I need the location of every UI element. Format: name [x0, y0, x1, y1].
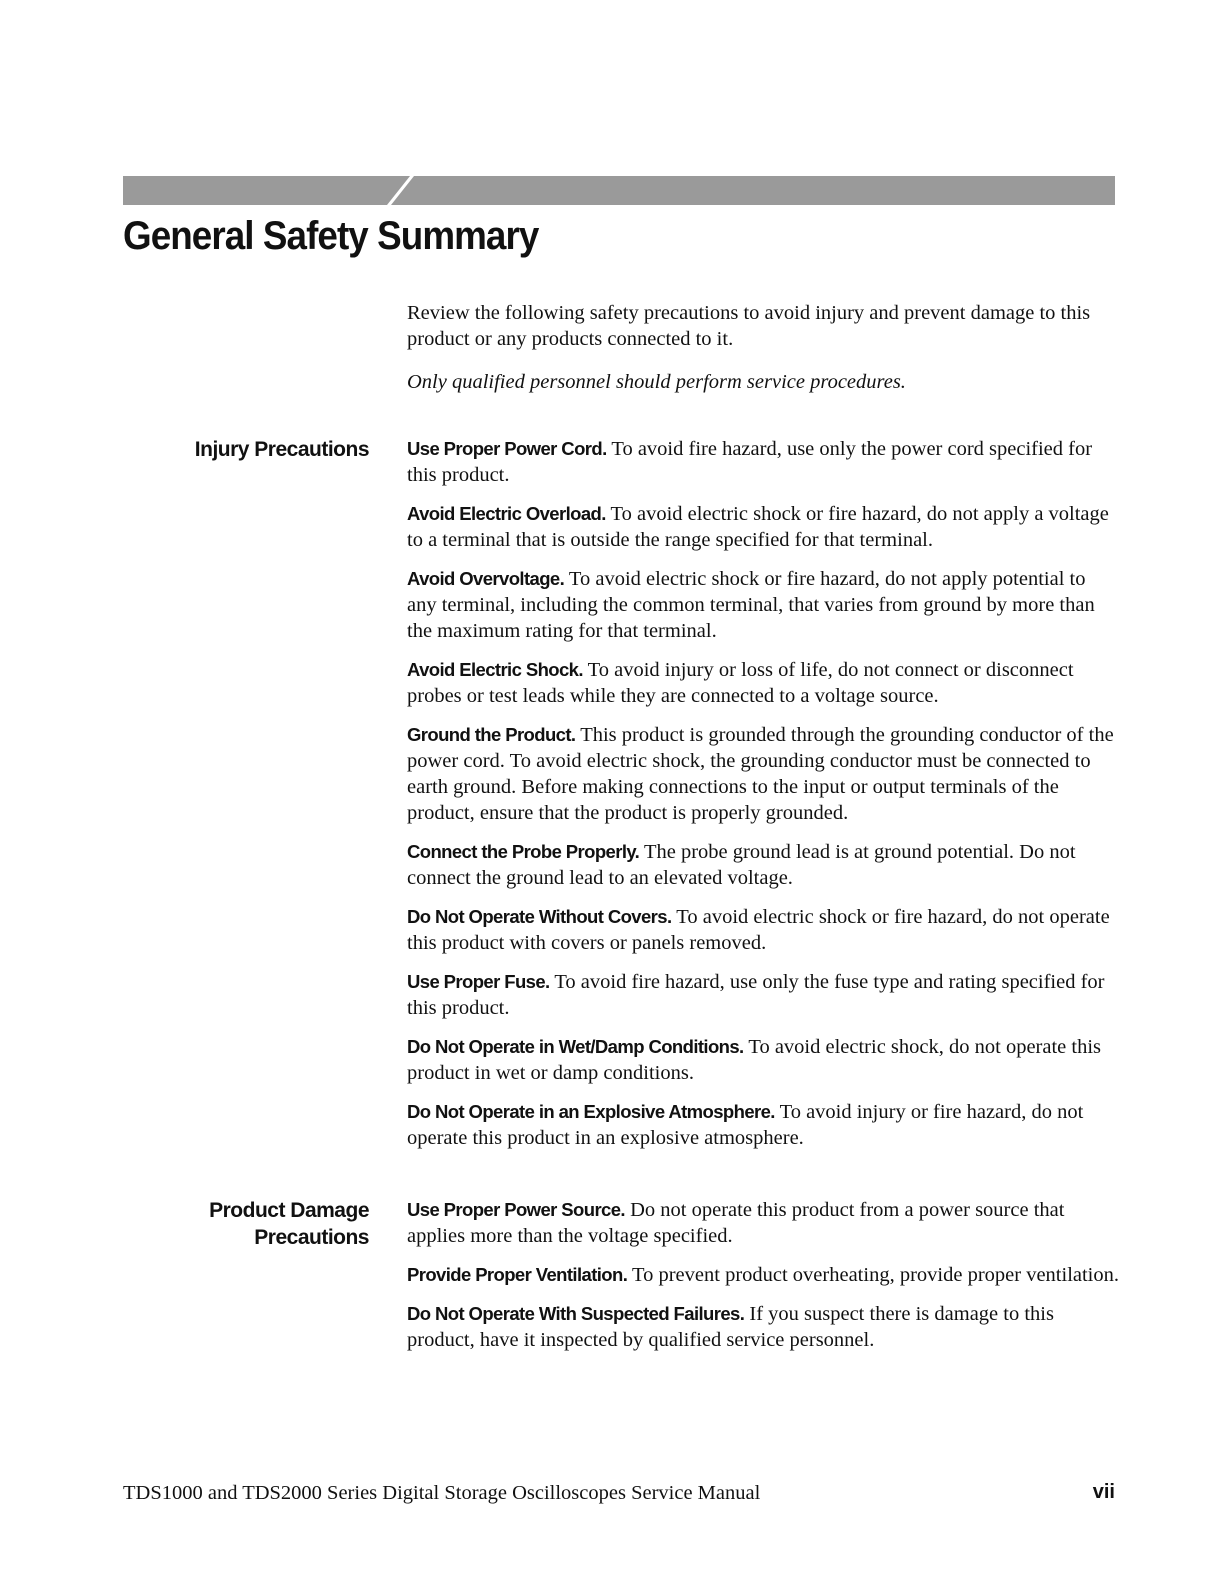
intro-note: Only qualified personnel should perform service procedures. [407, 371, 906, 393]
item-text: To avoid injury or fire hazard, do not operate this product in an explosive atmosphere. [407, 1101, 1084, 1149]
list-item [407, 1301, 1119, 1353]
heading-line: Precautions [254, 1226, 369, 1249]
list-item [407, 436, 1119, 488]
list-item [407, 501, 1119, 553]
item-text: Do not operate this product from a power source that applies more than the voltage specified. [407, 1199, 1065, 1247]
page-title: General Safety Summary [123, 214, 539, 258]
item-text: To avoid fire hazard, use only the fuse type and rating specified for this product. [407, 971, 1105, 1019]
list-item [407, 1262, 1119, 1288]
list-item [407, 566, 1119, 644]
item-text: To avoid electric shock or fire hazard, do not apply a voltage to a terminal that is outside the range specified for that terminal. [407, 503, 1109, 551]
item-text: This product is grounded through the grounding conductor of the power cord. To avoid electric shock, the grounding conductor must be connected to earth ground. Before making connections to the input or output terminals of the product, ensure that the product is properly grounded. [407, 724, 1114, 824]
header-bar-fill [123, 176, 1115, 205]
item-title: Do Not Operate Without Covers. [407, 906, 672, 927]
item-text: To prevent product overheating, provide proper ventilation. [627, 1264, 1119, 1286]
item-title: Do Not Operate in an Explosive Atmosphere. [407, 1101, 775, 1122]
list-item [407, 1034, 1119, 1086]
item-title: Do Not Operate in Wet/Damp Conditions. [407, 1036, 744, 1057]
heading-line: Product Damage [209, 1199, 369, 1222]
item-text: If you suspect there is damage to this product, have it inspected by qualified service personnel. [407, 1303, 1054, 1351]
product-damage-precautions-heading [123, 1197, 369, 1251]
item-title: Do Not Operate With Suspected Failures. [407, 1303, 745, 1324]
intro-section [407, 300, 1119, 412]
item-title: Use Proper Power Source. [407, 1199, 625, 1220]
list-item [407, 1197, 1119, 1249]
list-item [407, 722, 1119, 826]
item-title: Avoid Electric Shock. [407, 659, 583, 680]
item-text: To avoid electric shock or fire hazard, do not apply potential to any terminal, including the common terminal, that varies from ground by more than the maximum rating for that terminal. [407, 568, 1095, 642]
item-title: Use Proper Power Cord. [407, 438, 607, 459]
item-text: The probe ground lead is at ground potential. Do not connect the ground lead to an elevated voltage. [407, 841, 1076, 889]
item-text: To avoid electric shock or fire hazard, do not operate this product with covers or panels removed. [407, 906, 1110, 954]
list-item [407, 969, 1119, 1021]
footer-page-number: vii [1092, 1481, 1115, 1503]
item-text: To avoid electric shock, do not operate this product in wet or damp conditions. [407, 1036, 1102, 1084]
intro-paragraph: Review the following safety precautions to avoid injury and prevent damage to this product or any products connected to it. [407, 302, 1091, 350]
list-item [407, 657, 1119, 709]
item-text: To avoid injury or loss of life, do not connect or disconnect probes or test leads while they are connected to a voltage source. [407, 659, 1074, 707]
item-title: Use Proper Fuse. [407, 971, 550, 992]
item-title: Provide Proper Ventilation. [407, 1264, 628, 1285]
injury-precautions-list [407, 436, 1119, 1164]
header-bar-graphic [123, 176, 1115, 205]
list-item [407, 839, 1119, 891]
chapter-header-bar [123, 176, 1115, 205]
list-item [407, 904, 1119, 956]
list-item [407, 1099, 1119, 1151]
item-title: Ground the Product. [407, 724, 576, 745]
injury-precautions-heading: Injury Precautions [194, 438, 369, 461]
product-damage-precautions-list [407, 1197, 1119, 1366]
footer-document-title: TDS1000 and TDS2000 Series Digital Storage Oscilloscopes Service Manual [123, 1482, 761, 1504]
item-title: Avoid Overvoltage. [407, 568, 565, 589]
item-title: Avoid Electric Overload. [407, 503, 606, 524]
item-text: To avoid fire hazard, use only the power cord specified for this product. [407, 438, 1093, 486]
item-title: Connect the Probe Properly. [407, 841, 640, 862]
